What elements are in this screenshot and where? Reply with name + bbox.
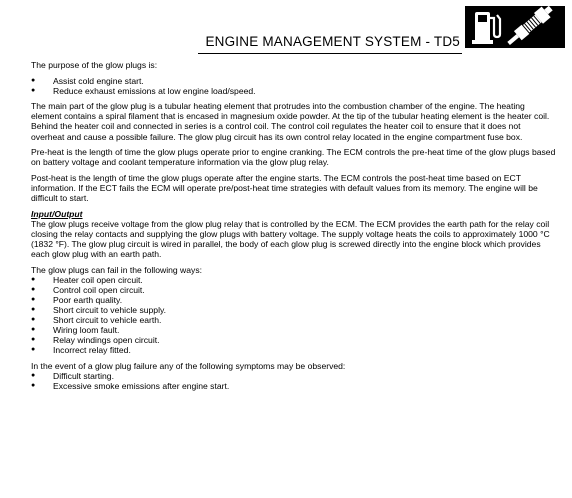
list-item: ● Assist cold engine start. xyxy=(31,76,556,86)
list-item: ● Short circuit to vehicle supply. xyxy=(31,305,556,315)
symptoms-list xyxy=(31,371,556,391)
list-item: ● Difficult starting. xyxy=(31,371,556,381)
fuel-pump-and-glow-plug-icon xyxy=(465,6,565,48)
postheat-paragraph: Post-heat is the length of time the glow plugs operate after the engine starts. The ECM controls the post-heat time based on ECT information. If the ECT fails the ECM will operate pre/post-heat time strategies with default values from its memory. The engine will be difficult to start. xyxy=(31,172,538,204)
purpose-list xyxy=(31,76,556,96)
header-rule xyxy=(198,53,462,54)
list-item: ● Poor earth quality. xyxy=(31,295,556,305)
failures-list xyxy=(31,275,556,356)
list-item: ● Wiring loom fault. xyxy=(31,325,556,335)
main-paragraph: The main part of the glow plug is a tubular heating element that protrudes into the combustion chamber of the engine. The heating element contains a spiral filament that is encased in magnesium oxide powder. At the tip of the tubular heating element is the heater coil. Behind the heater coil and connected in series is a control coil. The control coil regulates the heater coil to ensure that it does not overheat and cause a possible failure. The glow plug circuit has its own control relay located in the engine compartment fuse box. xyxy=(31,101,550,142)
page-header xyxy=(0,0,572,50)
section-title: ENGINE MANAGEMENT SYSTEM - TD5 xyxy=(205,34,460,49)
preheat-paragraph: Pre-heat is the length of time the glow plugs operate prior to engine cranking. The ECM controls the pre-heat time of the glow plugs based on battery voltage and coolant temperature information via the glow plug relay. xyxy=(31,147,556,168)
symptoms-intro: In the event of a glow plug failure any of the following symptoms may be observed: xyxy=(31,360,346,371)
purpose-intro: The purpose of the glow plugs is: xyxy=(31,60,158,70)
failures-intro: The glow plugs can fail in the following ways: xyxy=(31,264,203,275)
document-body xyxy=(31,60,556,397)
input-output-heading: Input/Output xyxy=(31,208,83,219)
input-output-paragraph: The glow plugs receive voltage from the glow plug relay that is controlled by the ECM. The ECM provides the earth path for the relay coil closing the relay contacts and supplying the glow plugs with battery voltage. The supply voltage heats the coils to approximately 1000 °C (1832 °F). The glow plug circuit is wired in parallel, the body of each glow plug is screwed directly into the engine block which provides each glow plug with an earth path. xyxy=(31,218,550,259)
list-item: ● Excessive smoke emissions after engine start. xyxy=(31,381,556,391)
list-item: ● Relay windings open circuit. xyxy=(31,335,556,345)
list-item: ● Heater coil open circuit. xyxy=(31,275,556,285)
list-item: ● Incorrect relay fitted. xyxy=(31,345,556,355)
list-item: ● Short circuit to vehicle earth. xyxy=(31,315,556,325)
list-item: ● Control coil open circuit. xyxy=(31,285,556,295)
list-item: ● Reduce exhaust emissions at low engine load/speed. xyxy=(31,86,556,96)
